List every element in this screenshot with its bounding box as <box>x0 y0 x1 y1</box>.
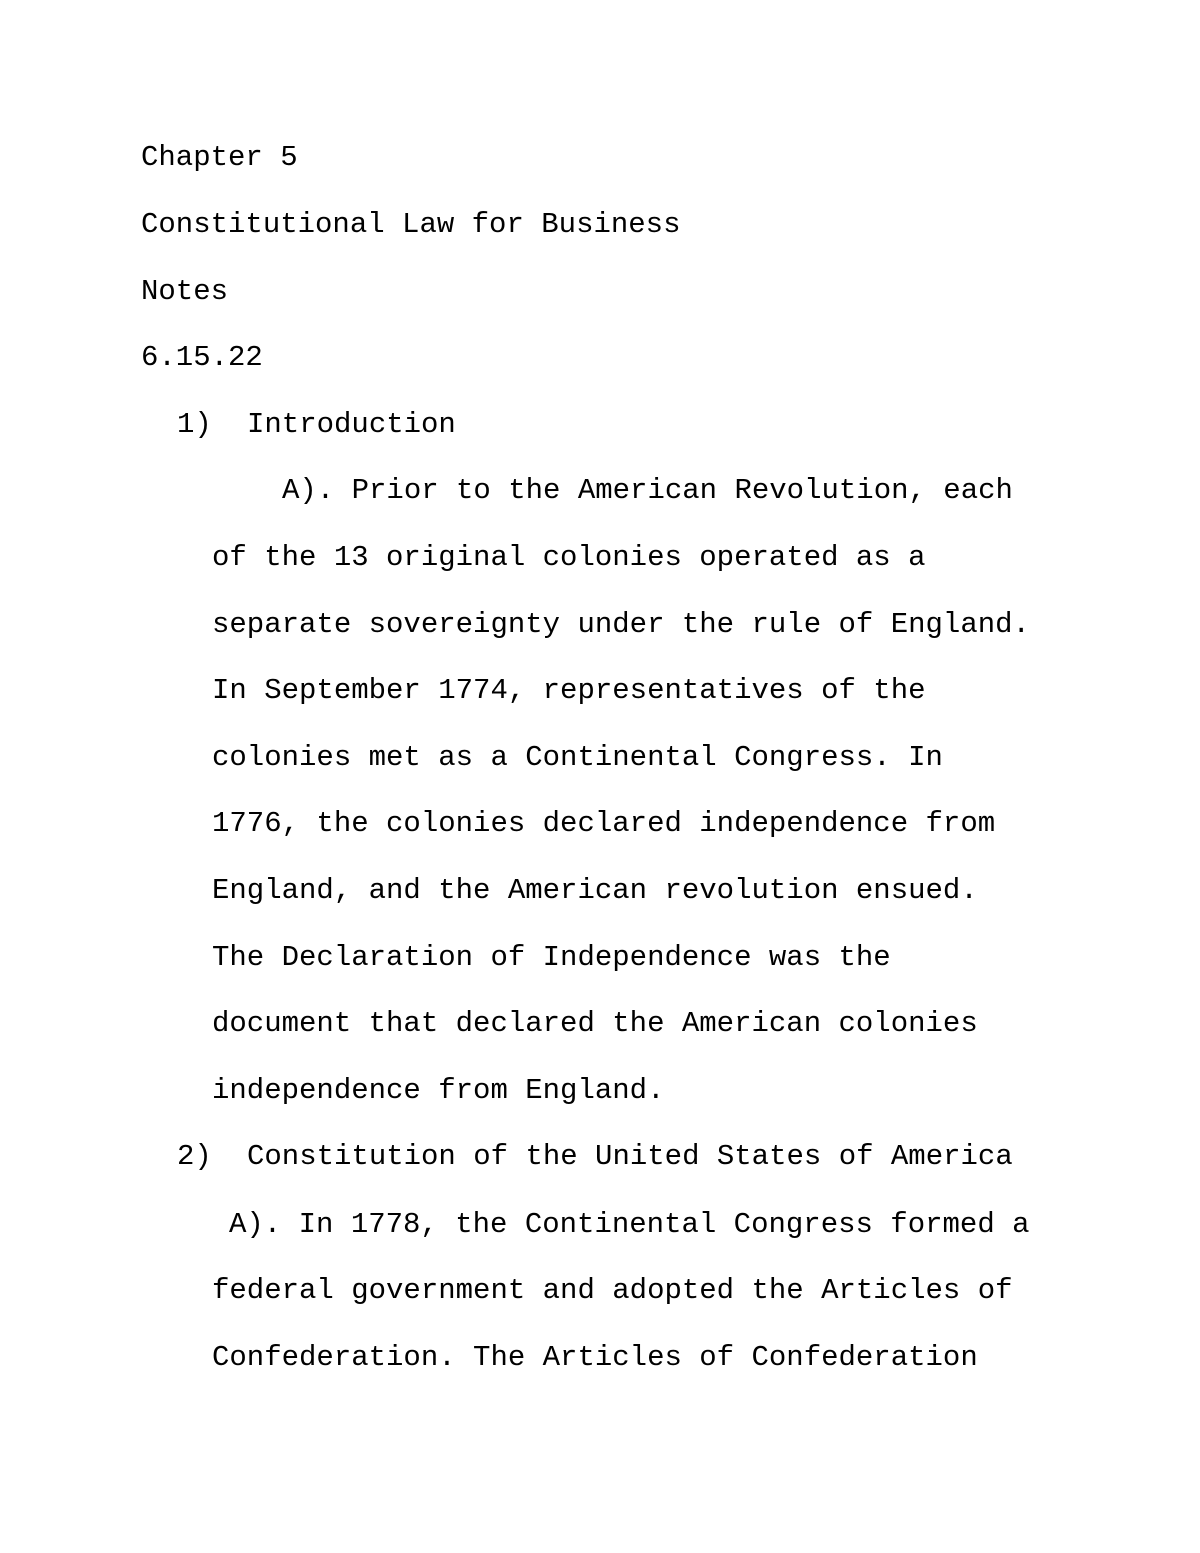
chapter-heading: Chapter 5 <box>141 141 298 174</box>
paragraph-line: 1776, the colonies declared independence from <box>212 807 996 840</box>
section-title: Introduction <box>247 408 456 441</box>
paragraph-line: The Declaration of Independence was the <box>212 941 891 974</box>
paragraph-line: independence from England. <box>212 1074 665 1107</box>
notes-label: Notes <box>141 275 229 308</box>
paragraph-line: Confederation. The Articles of Confederation <box>212 1341 978 1374</box>
paragraph-line: In September 1774, representatives of the <box>212 674 926 707</box>
course-title: Constitutional Law for Business <box>141 208 681 241</box>
paragraph-line: document that declared the American colonies <box>212 1007 978 1040</box>
section-number: 2) <box>177 1140 212 1173</box>
paragraph-line: England, and the American revolution ensued. <box>212 874 978 907</box>
paragraph-line: A). In 1778, the Continental Congress formed a <box>229 1208 1030 1241</box>
paragraph-line: A). Prior to the American Revolution, each <box>282 474 1013 507</box>
notes-date: 6.15.22 <box>141 341 263 374</box>
paragraph-line: colonies met as a Continental Congress. In <box>212 741 943 774</box>
section-number: 1) <box>177 408 212 441</box>
paragraph-line: separate sovereignty under the rule of England. <box>212 608 1030 641</box>
paragraph-line: of the 13 original colonies operated as a <box>212 541 926 574</box>
section-title: Constitution of the United States of America <box>247 1140 1013 1173</box>
paragraph-line: federal government and adopted the Articles of <box>212 1274 1013 1307</box>
